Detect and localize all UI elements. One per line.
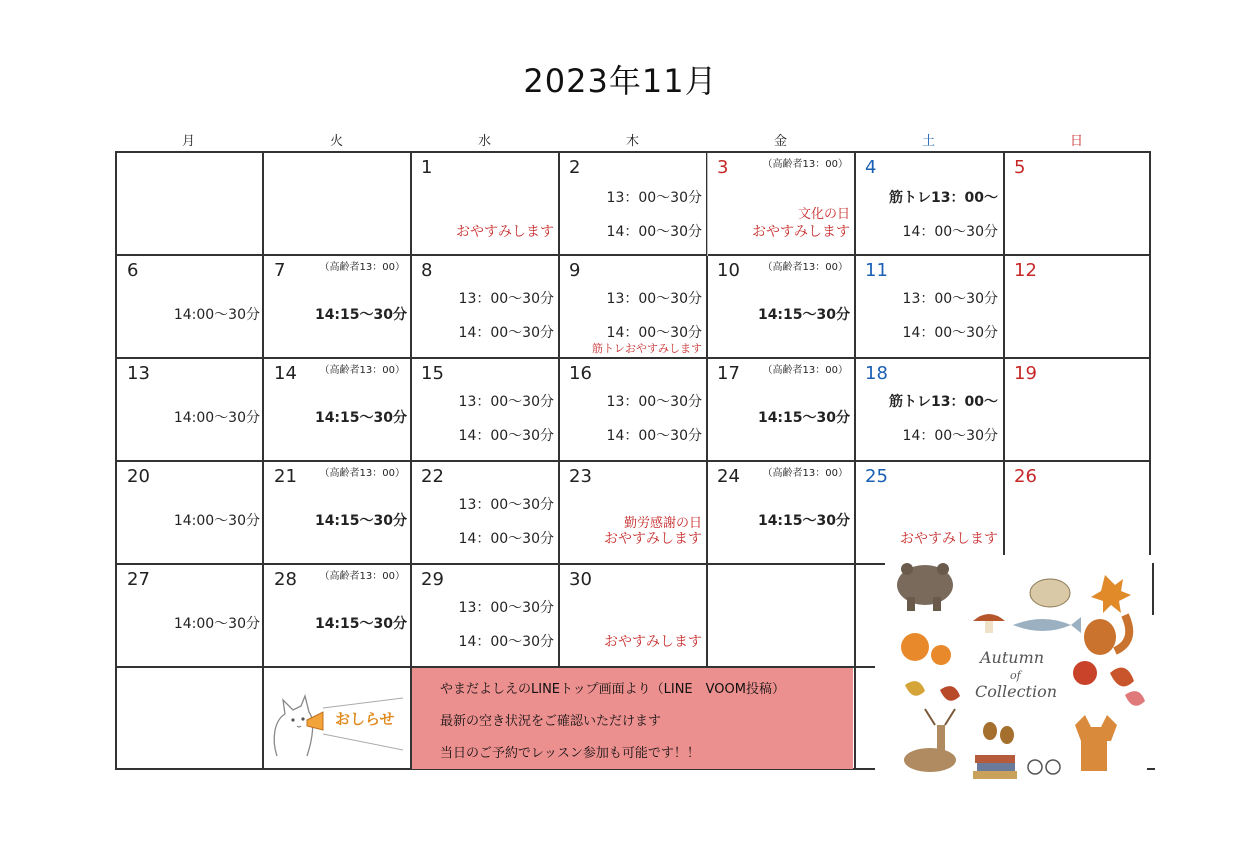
day-cell[interactable] xyxy=(264,565,411,668)
day-cell[interactable] xyxy=(707,153,854,256)
day-number: 23 xyxy=(569,466,592,487)
day-cell[interactable] xyxy=(559,359,706,462)
elderly-note: （高齢者13：00） xyxy=(762,365,848,376)
cell-line: 14:00～30分 xyxy=(173,307,260,323)
notice-badge-label: おしらせ xyxy=(335,710,395,728)
day-number: 30 xyxy=(569,569,592,590)
cell-line: 14：00～30分 xyxy=(458,428,554,444)
day-number: 12 xyxy=(1014,260,1037,281)
cell-line: 14:00～30分 xyxy=(173,616,260,632)
day-cell[interactable] xyxy=(855,153,1002,256)
elderly-note: （高齢者13：00） xyxy=(319,571,405,582)
day-number: 13 xyxy=(127,363,150,384)
cell-line: 13：00～30分 xyxy=(606,394,702,410)
day-number: 10 xyxy=(717,260,740,281)
day-cell[interactable] xyxy=(264,462,411,565)
day-number: 27 xyxy=(127,569,150,590)
day-number: 29 xyxy=(421,569,444,590)
day-number: 6 xyxy=(127,260,139,281)
notice-line: やまだよしえのLINEトップ画面より（LINE VOOM投稿） xyxy=(440,682,785,697)
cell-line: 13：00～30分 xyxy=(606,190,702,206)
cell-line: 筋トレおやすみします xyxy=(592,342,702,355)
day-cell[interactable] xyxy=(117,359,264,462)
day-cell[interactable] xyxy=(411,565,558,668)
day-number: 19 xyxy=(1014,363,1037,384)
cell-line: 14:15～30分 xyxy=(757,513,850,529)
cell-line: 14：00～30分 xyxy=(606,224,702,240)
day-cell[interactable] xyxy=(855,462,1002,565)
illustration-text: Autumn xyxy=(980,648,1045,667)
elderly-note: （高齢者13：00） xyxy=(319,365,405,376)
cell-line: おやすみします xyxy=(752,224,850,240)
cell-line: 14:15～30分 xyxy=(314,307,407,323)
elderly-note: （高齢者13：00） xyxy=(762,159,848,170)
calendar-title: 2023年11月 xyxy=(523,62,718,100)
day-cell[interactable] xyxy=(117,256,264,359)
weekday-sat: 土 xyxy=(921,134,935,149)
cell-line: 13：00～30分 xyxy=(458,600,554,616)
cell-line: 14:15～30分 xyxy=(757,410,850,426)
day-number: 18 xyxy=(865,363,888,384)
cell-line: 14：00～30分 xyxy=(458,531,554,547)
day-number: 16 xyxy=(569,363,592,384)
cell-line: 14：00～30分 xyxy=(606,428,702,444)
elderly-note: （高齢者13：00） xyxy=(319,262,405,273)
elderly-note: （高齢者13：00） xyxy=(762,262,848,273)
cell-line: 14：00～30分 xyxy=(902,428,998,444)
notice-line: 当日のご予約でレッスン参加も可能です！！ xyxy=(440,746,700,761)
day-cell[interactable] xyxy=(855,256,1002,359)
day-cell[interactable] xyxy=(117,462,264,565)
day-cell[interactable] xyxy=(1004,462,1151,565)
cell-line: 筋トレ13：00～ xyxy=(889,190,998,206)
cell-line: 13：00～30分 xyxy=(902,291,998,307)
day-number: 2 xyxy=(569,157,581,178)
notice-line: 最新の空き状況をご確認いただけます xyxy=(440,714,662,729)
cell-line: 14：00～30分 xyxy=(902,224,998,240)
day-cell[interactable] xyxy=(707,359,854,462)
day-cell[interactable] xyxy=(411,359,558,462)
day-number: 11 xyxy=(865,260,888,281)
autumn-illustration xyxy=(885,555,1155,790)
cell-line: おやすみします xyxy=(604,634,702,650)
cell-line: おやすみします xyxy=(900,531,998,547)
day-number: 24 xyxy=(717,466,740,487)
notice-badge xyxy=(263,668,410,769)
illustration-text: Collection xyxy=(975,682,1058,701)
day-number: 3 xyxy=(717,157,729,178)
day-number: 17 xyxy=(717,363,740,384)
weekday-thu: 木 xyxy=(625,134,639,149)
day-cell[interactable] xyxy=(707,462,854,565)
day-number: 20 xyxy=(127,466,150,487)
weekday-fri: 金 xyxy=(773,134,787,149)
day-number: 14 xyxy=(274,363,297,384)
cell-line: 14:15～30分 xyxy=(314,410,407,426)
cell-line: 14：00～30分 xyxy=(606,325,702,341)
day-number: 28 xyxy=(274,569,297,590)
day-cell[interactable] xyxy=(559,256,706,359)
weekday-tue: 火 xyxy=(329,134,343,149)
cell-line: 14：00～30分 xyxy=(458,325,554,341)
cell-line: 文化の日 xyxy=(797,207,850,222)
cell-line: 14:15～30分 xyxy=(314,616,407,632)
cell-line: 勤労感謝の日 xyxy=(623,516,702,531)
cell-line: 14：00～30分 xyxy=(458,634,554,650)
cell-line: 13：00～30分 xyxy=(458,394,554,410)
cell-line: 13：00～30分 xyxy=(606,291,702,307)
cell-line: 14:00～30分 xyxy=(173,410,260,426)
day-cell[interactable] xyxy=(264,359,411,462)
cell-line: 13：00～30分 xyxy=(458,497,554,513)
day-number: 9 xyxy=(569,260,581,281)
day-number: 22 xyxy=(421,466,444,487)
day-cell[interactable] xyxy=(707,256,854,359)
cell-line: 14:00～30分 xyxy=(173,513,260,529)
cell-line: 14:15～30分 xyxy=(314,513,407,529)
illustration-text: of xyxy=(1010,669,1021,682)
day-number: 25 xyxy=(865,466,888,487)
cell-line: おやすみします xyxy=(604,531,702,547)
cell-line: 筋トレ13：00～ xyxy=(889,394,998,410)
cell-line: 14：00～30分 xyxy=(902,325,998,341)
day-number: 1 xyxy=(421,157,433,178)
day-cell[interactable] xyxy=(117,565,264,668)
day-number: 4 xyxy=(865,157,877,178)
day-number: 7 xyxy=(274,260,286,281)
day-cell[interactable] xyxy=(1004,153,1151,256)
day-cell[interactable] xyxy=(855,359,1002,462)
notice-box xyxy=(412,668,853,769)
day-cell[interactable] xyxy=(559,462,706,565)
day-number: 5 xyxy=(1014,157,1026,178)
day-cell[interactable] xyxy=(411,256,558,359)
elderly-note: （高齢者13：00） xyxy=(319,468,405,479)
day-cell[interactable] xyxy=(559,153,706,256)
weekday-wed: 水 xyxy=(477,134,491,149)
cell-line: おやすみします xyxy=(456,224,554,240)
autumn-collection-icon xyxy=(885,555,1155,790)
day-cell[interactable] xyxy=(1004,256,1151,359)
cell-line: 14:15～30分 xyxy=(757,307,850,323)
day-cell[interactable] xyxy=(264,256,411,359)
day-number: 26 xyxy=(1014,466,1037,487)
day-number: 21 xyxy=(274,466,297,487)
day-number: 8 xyxy=(421,260,433,281)
day-cell[interactable] xyxy=(1004,359,1151,462)
day-cell[interactable] xyxy=(411,462,558,565)
weekday-sun: 日 xyxy=(1069,134,1083,149)
elderly-note: （高齢者13：00） xyxy=(762,468,848,479)
cell-line: 13：00～30分 xyxy=(458,291,554,307)
day-cell[interactable] xyxy=(411,153,558,256)
day-number: 15 xyxy=(421,363,444,384)
day-cell[interactable] xyxy=(559,565,706,668)
weekday-mon: 月 xyxy=(181,134,195,149)
